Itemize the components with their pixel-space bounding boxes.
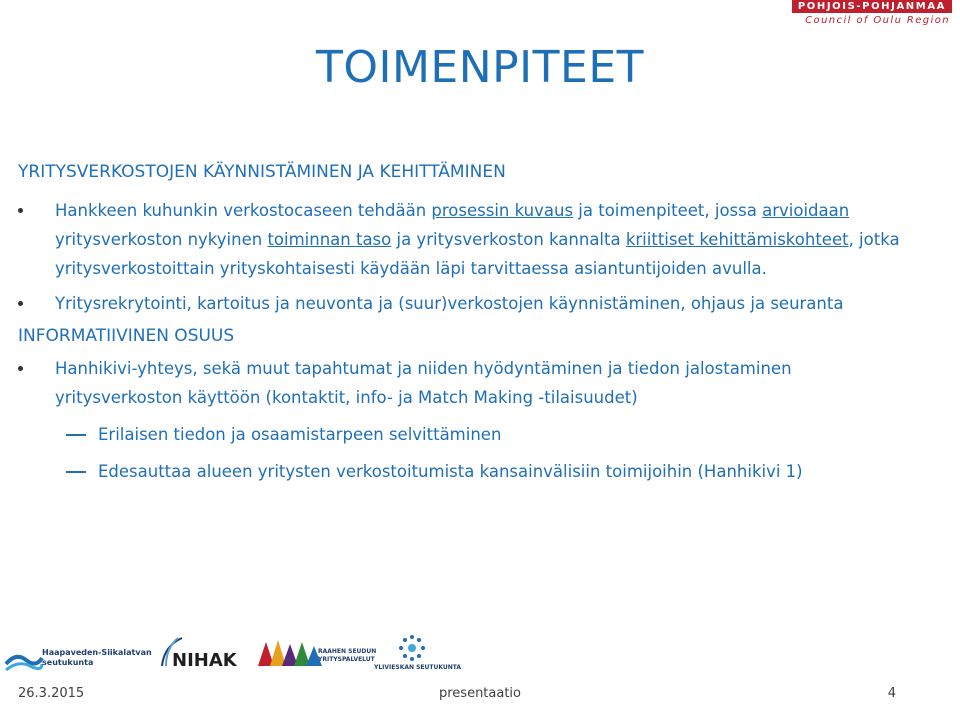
sub-bullet-text: Edesauttaa alueen yritysten verkostoitumista kansainvälisiin toimijoihin (Hanhikivi 1): [98, 462, 803, 481]
slide-title: TOIMENPITEET: [315, 42, 645, 93]
logo-text: [318, 648, 376, 664]
bullet-text: Hanhikivi-yhteys, sekä muut tapahtumat ja niiden hyödyntäminen ja tiedon jalostaminen yritysverkoston käyttöön (kontaktit, info- ja Match Making -tilaisuudet): [55, 359, 792, 407]
section-heading-1: YRITYSVERKOSTOJEN KÄYNNISTÄMINEN JA KEHITTÄMINEN: [18, 162, 506, 182]
text-span: ja yritysverkoston kannalta: [391, 230, 626, 249]
link-prosessin-kuvaus[interactable]: prosessin kuvaus: [431, 201, 574, 220]
footer-title: presentaatio: [438, 686, 521, 701]
footer-date: 26.3.2015: [18, 686, 85, 701]
link-toiminnan-taso[interactable]: toiminnan taso: [267, 230, 392, 249]
logo-text-line: YRITYSPALVELUT: [318, 656, 375, 663]
text-span: yritysverkoston nykyinen: [55, 230, 268, 249]
bullet-dot-icon: [18, 301, 23, 306]
sub-bullet-text: Erilaisen tiedon ja osaamistarpeen selvittäminen: [98, 425, 502, 444]
logo-haapaveden-siikalatvan: [4, 642, 152, 678]
org-subtitle: Council of Oulu Region: [805, 15, 950, 26]
bullet-item: [18, 354, 918, 412]
partner-logos: [0, 630, 960, 680]
text-span: ja toimenpiteet, jossa: [573, 201, 763, 220]
link-arvioidaan[interactable]: arvioidaan: [762, 201, 850, 220]
org-name: POHJOIS-POHJANMAA: [792, 0, 952, 13]
bullet-dot-icon: [18, 366, 23, 371]
wave-icon: [4, 650, 44, 674]
logo-text: NIHAK: [172, 650, 237, 671]
logo-raahen-seudun: [256, 638, 386, 678]
page-number: 4: [887, 686, 896, 701]
raahe-mark-icon: [256, 638, 326, 668]
slide-content: [18, 158, 918, 486]
logo-text: Haapaveden-Siikalatvan seutukunta: [42, 648, 152, 667]
dash-icon: [66, 434, 86, 436]
section-heading-2: INFORMATIIVINEN OSUUS: [18, 326, 235, 346]
dash-icon: [66, 471, 86, 473]
slide-footer: [0, 686, 960, 704]
bullet-item: [18, 289, 918, 318]
text-span: , jotka yritysverkostoittain yrityskohtaisesti käydään läpi tarvittaessa asiantuntijoiden avulla.: [55, 230, 900, 278]
sub-bullet-item: [18, 457, 918, 486]
org-badge: [784, 0, 960, 28]
bullet-text: Yritysrekrytointi, kartoitus ja neuvonta ja (suur)verkostojen käynnistäminen, ohjaus ja seuranta: [55, 294, 844, 313]
text-span: Hankkeen kuhunkin verkostocaseen tehdään: [55, 201, 432, 220]
sub-bullet-list: [18, 420, 918, 486]
star-circle-icon: [398, 634, 426, 662]
bullet-dot-icon: [18, 208, 23, 213]
link-kriittiset-kehittamiskohteet[interactable]: kriittiset kehittämiskohteet: [625, 230, 849, 249]
logo-ylivieskan: [374, 634, 464, 678]
logo-nihak: [156, 636, 236, 678]
bullet-item: [18, 196, 918, 283]
logo-text: YLIVIESKAN SEUTUKUNTA: [374, 664, 462, 671]
sub-bullet-item: [18, 420, 918, 449]
bullet-list-2: [18, 354, 918, 412]
logo-text-line: RAAHEN SEUDUN: [318, 648, 377, 655]
bullet-list-1: [18, 196, 918, 318]
